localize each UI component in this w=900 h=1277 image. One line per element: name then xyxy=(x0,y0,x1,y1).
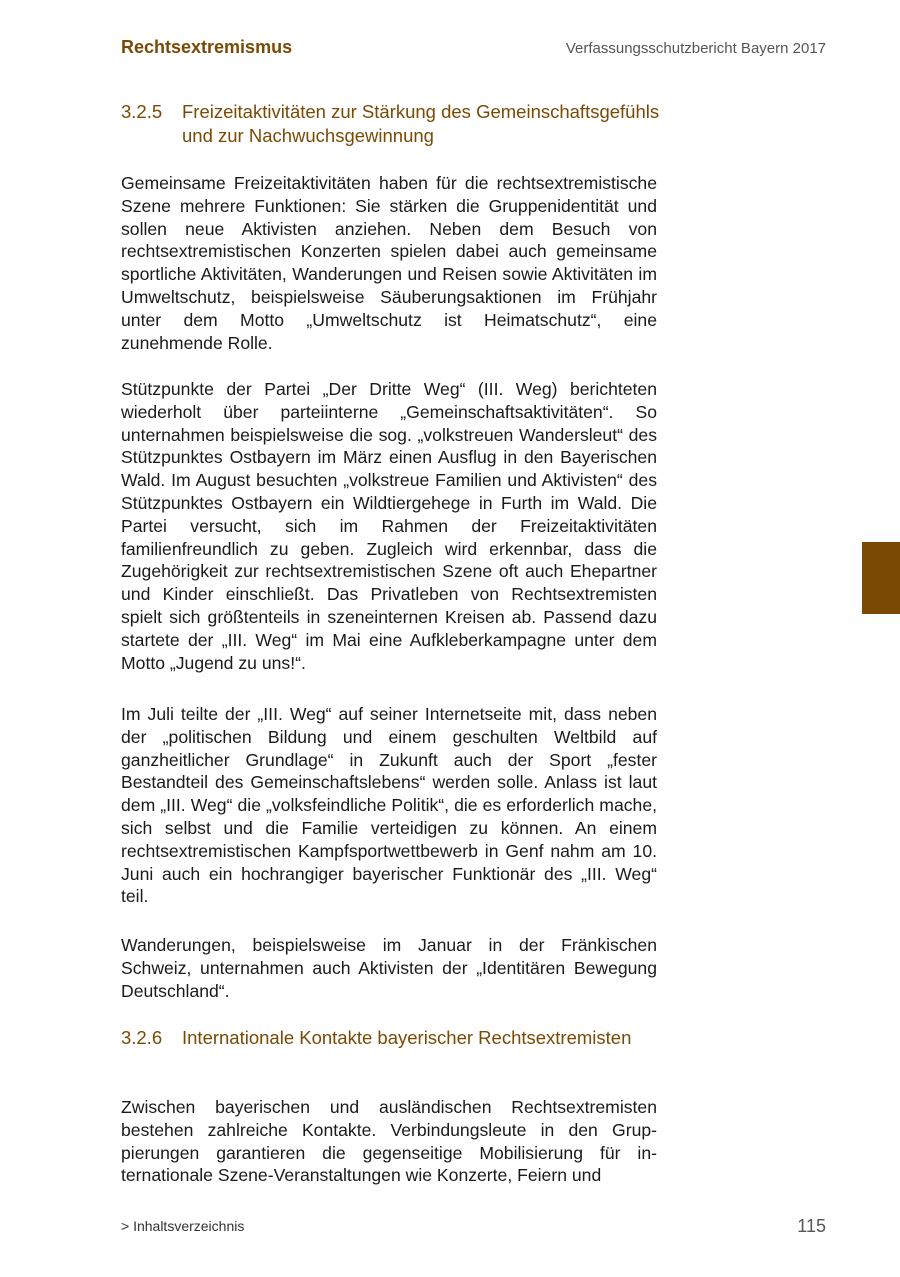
section-number: 3.2.6 xyxy=(121,1027,163,1048)
section-title: Internationale Kontakte bayerischer Rechtsextremisten xyxy=(182,1027,632,1048)
paragraph-2: Stützpunkte der Partei „Der Dritte Weg“ (III. Weg) berichteten wiederholt über parteiinterne „Gemeinschaftsaktivitäten“. So unternahmen beispielsweise die sog. „volkstreuen Wandersleut“ des Stützpunktes Ostbayern im März einen Ausflug in den Bayerischen Wald. Im August besuchten „volkstreue Familien und Aktivisten“ des Stützpunktes Ostbayern ein Wildtiergehege in Furth im Wald. Die Partei versucht, sich im Rahmen der Freizeitaktivitäten familienfreundlich zu geben. Zugleich wird erkennbar, dass die Zugehörigkeit zur rechtsextremistischen Szene oft auch Ehepartner und Kinder einschließt. Das Privatleben von Rechtsextremisten spielt sich größtenteils in szeneinternen Kreisen ab. Passend dazu startete der „III. Weg“ im Mai eine Aufkleberkampagne unter dem Motto „Jugend zu uns!“. xyxy=(121,379,657,673)
section-title: Freizeitaktivitäten zur Stärkung des Gemeinschaftsgefühls und zur Nachwuchsgewinnung xyxy=(182,101,660,146)
paragraph-4: Wanderungen, beispielsweise im Januar in der Fränkischen Schweiz, unternahmen auch Aktivisten der „Identitären Bewegung Deutschland“. xyxy=(121,935,657,1001)
section-number: 3.2.5 xyxy=(121,101,163,122)
running-header-section: Rechtsextremismus xyxy=(121,37,293,57)
paragraph-5: Zwischen bayerischen und ausländischen Rechtsextremisten bestehen zahlreiche Kontakte. Verbindungsleute in den Gruppierungen garantieren die gegenseitige Mobilisierung für internationale Szene-Veranstaltungen wie Konzerte, Feiern und xyxy=(121,1097,657,1186)
page-number: 115 xyxy=(797,1216,826,1236)
section-heading-326 xyxy=(121,1026,661,1050)
running-header-publication: Verfassungsschutzbericht Bayern 2017 xyxy=(565,40,826,57)
section-heading-325 xyxy=(121,100,661,148)
paragraph-3: Im Juli teilte der „III. Weg“ auf seiner Internetseite mit, dass neben der „politischen Bildung und einem geschulten Weltbild auf ganzheitlicher Grundlage“ in Zukunft auch der Sport „fester Bestandteil des Gemeinschaftslebens“ werden solle. Anlass ist laut dem „III. Weg“ die „volksfeindliche Politik“, die es erforderlich mache, sich selbst und die Familie verteidigen zu können. An einem rechtsextremistischen Kampfsportwettbewerb in Genf nahm am 10. Juni auch ein hochrangiger bayerischer Funktionär des „III. Weg“ teil. xyxy=(121,704,657,907)
table-of-contents-link[interactable]: > Inhaltsverzeichnis xyxy=(121,1218,245,1234)
chapter-tab-marker xyxy=(862,542,900,614)
paragraph-1: Gemeinsame Freizeitaktivitäten haben für die rechtsextremistische Szene mehrere Funktionen: Sie stärken die Gruppenidentität und sollen neue Aktivisten anziehen. Neben dem Besuch von rechtsextremistischen Konzerten spielen dabei auch gemeinsame sportliche Aktivitäten, Wanderungen und Reisen sowie Aktivitäten im Umweltschutz, beispielsweise Säuberungsaktionen im Frühjahr unter dem Motto „Umweltschutz ist Heimatschutz“, eine zunehmende Rolle. xyxy=(121,173,657,353)
